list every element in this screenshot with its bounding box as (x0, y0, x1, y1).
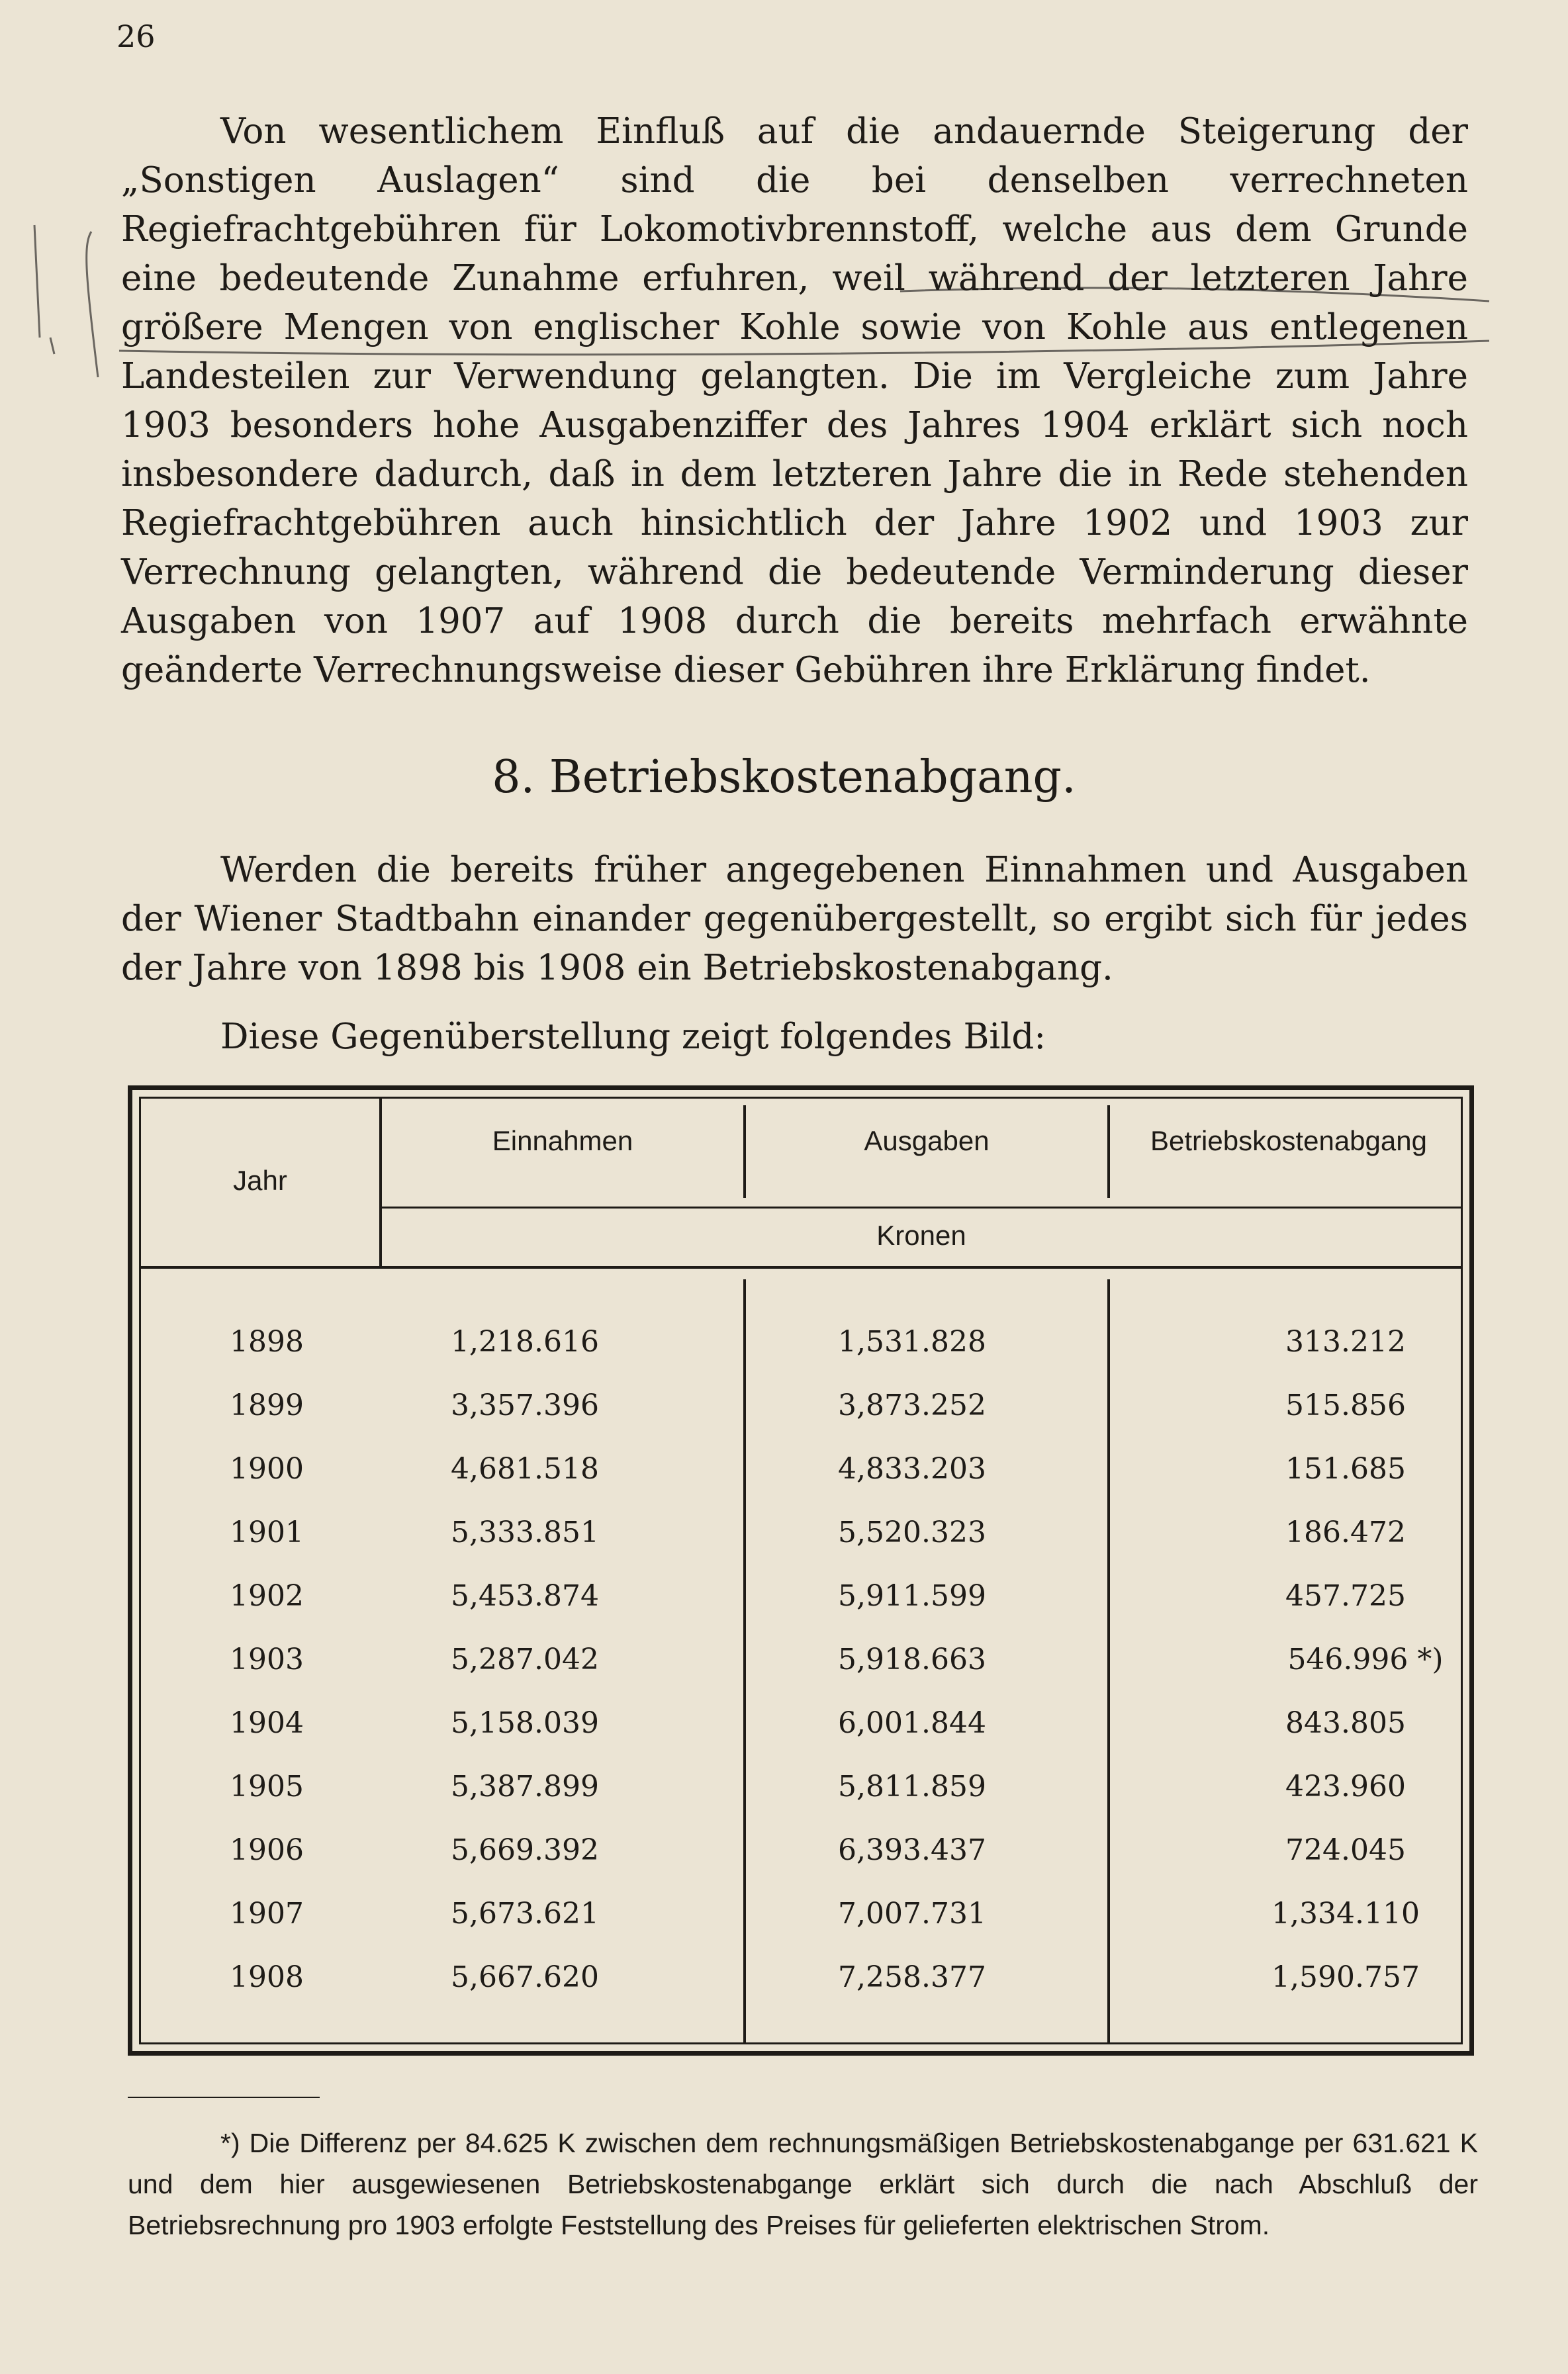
data-table (128, 1085, 1474, 2056)
cell-jahr: 1906 (230, 1833, 304, 1867)
cell-abgang: 1,334.110 (1271, 1897, 1420, 1931)
header-betriebskostenabgang: Betriebskostenabgang (1150, 1125, 1427, 1156)
cell-einnahmen: 5,669.392 (451, 1833, 599, 1867)
cell-einnahmen: 5,667.620 (451, 1960, 599, 1994)
paragraph-sonstige-auslagen: Von wesentlichem Einfluß auf die andauernde Steigerung der „Sonstigen Auslagen“ sind die bei denselben verrechneten Regiefrachtgebühren für Lokomotivbrennstoff, welche aus dem Grunde eine bedeutende Zunahme erfuhren, weil während der letzteren Jahre größere Mengen von englischer Kohle sowie von Kohle aus entlegenen Landesteilen zur Verwendung gelangten. Die im Vergleiche zum Jahre 1903 besonders hohe Ausgabenziffer des Jahres 1904 erklärt sich noch insbesondere dadurch, daß in dem letzteren Jahre die in Rede stehenden Regiefrachtgebühren auch hinsichtlich der Jahre 1902 und 1903 zur Verrechnung gelangten, während die bedeutende Verminderung dieser Ausgaben von 1907 auf 1908 durch die bereits mehrfach erwähnte geänderte Verrechnungsweise dieser Gebühren ihre Erklärung findet. (121, 111, 1468, 690)
cell-jahr: 1908 (230, 1960, 304, 1994)
cell-ausgaben: 6,393.437 (838, 1833, 986, 1867)
table-row (141, 1565, 1461, 1628)
cell-abgang: 423.960 (1285, 1770, 1406, 1803)
cell-jahr: 1898 (230, 1325, 304, 1359)
header-ausgaben: Ausgaben (864, 1125, 990, 1156)
cell-einnahmen: 1,218.616 (451, 1325, 599, 1359)
cell-ausgaben: 7,258.377 (838, 1960, 986, 1994)
cell-einnahmen: 5,387.899 (451, 1770, 599, 1803)
cell-ausgaben: 7,007.731 (838, 1897, 986, 1931)
footnote-divider (128, 2097, 320, 2098)
table-row (141, 1374, 1461, 1438)
cell-jahr: 1902 (230, 1579, 304, 1613)
cell-jahr: 1899 (230, 1389, 304, 1422)
header-unit-rule (379, 1207, 1461, 1209)
cell-abgang: 151.685 (1285, 1452, 1406, 1486)
footnote: *) Die Differenz per 84.625 K zwischen dem rechnungsmäßigen Betriebskostenabgange per 631.621 K und dem hier ausgewiesenen Betriebskostenabgange erklärt sich durch die nach Abschluß der Betriebsrechnung pro 1903 erfolgte Feststellung des Preises für gelieferten elektrischen Strom. (128, 2128, 1478, 2240)
cell-einnahmen: 5,333.851 (451, 1516, 599, 1549)
cell-einnahmen: 5,673.621 (451, 1897, 599, 1931)
page-number: 26 (116, 19, 156, 54)
table-row (141, 1946, 1461, 2009)
cell-ausgaben: 5,811.859 (838, 1770, 986, 1803)
header-unit-kronen: Kronen (876, 1220, 966, 1251)
paragraph-table-intro: Diese Gegenüberstellung zeigt folgendes Bild: (220, 1017, 1046, 1057)
table-row (141, 1310, 1461, 1374)
cell-abgang: 546.996 *) (1287, 1643, 1444, 1676)
header-bottom-rule (141, 1266, 1461, 1269)
header-jahr: Jahr (233, 1165, 287, 1196)
table-row (141, 1628, 1461, 1692)
cell-einnahmen: 5,158.039 (451, 1706, 599, 1740)
table-row (141, 1501, 1461, 1565)
cell-abgang: 313.212 (1285, 1325, 1406, 1359)
table-row (141, 1438, 1461, 1501)
section-heading: 8. Betriebskostenabgang. (492, 751, 1076, 803)
cell-ausgaben: 3,873.252 (838, 1389, 986, 1422)
cell-abgang: 843.805 (1285, 1706, 1406, 1740)
cell-ausgaben: 1,531.828 (838, 1325, 986, 1359)
table-row (141, 1882, 1461, 1946)
cell-jahr: 1903 (230, 1643, 304, 1676)
cell-einnahmen: 3,357.396 (451, 1389, 599, 1422)
cell-jahr: 1900 (230, 1452, 304, 1486)
cell-abgang: 515.856 (1285, 1389, 1406, 1422)
cell-ausgaben: 5,911.599 (838, 1579, 986, 1613)
cell-jahr: 1904 (230, 1706, 304, 1740)
cell-abgang: 186.472 (1285, 1516, 1406, 1549)
cell-abgang: 724.045 (1285, 1833, 1406, 1867)
table-inner-border (139, 1097, 1463, 2044)
table-row (141, 1819, 1461, 1882)
cell-jahr: 1901 (230, 1516, 304, 1549)
cell-abgang: 457.725 (1285, 1579, 1406, 1613)
table-row (141, 1755, 1461, 1819)
paragraph-betriebskostenabgang: Werden die bereits früher angegebenen Einnahmen und Ausgaben der Wiener Stadtbahn einander gegenübergestellt, so ergibt sich für jedes der Jahre von 1898 bis 1908 ein Betriebskostenabgang. (121, 850, 1468, 988)
cell-ausgaben: 5,918.663 (838, 1643, 986, 1676)
cell-einnahmen: 5,453.874 (451, 1579, 599, 1613)
cell-einnahmen: 4,681.518 (451, 1452, 599, 1486)
cell-jahr: 1905 (230, 1770, 304, 1803)
cell-jahr: 1907 (230, 1897, 304, 1931)
cell-ausgaben: 4,833.203 (838, 1452, 986, 1486)
cell-ausgaben: 6,001.844 (838, 1706, 986, 1740)
header-einnahmen: Einnahmen (492, 1125, 633, 1156)
table-row (141, 1692, 1461, 1755)
cell-einnahmen: 5,287.042 (451, 1643, 599, 1676)
cell-ausgaben: 5,520.323 (838, 1516, 986, 1549)
cell-abgang: 1,590.757 (1271, 1960, 1420, 1994)
